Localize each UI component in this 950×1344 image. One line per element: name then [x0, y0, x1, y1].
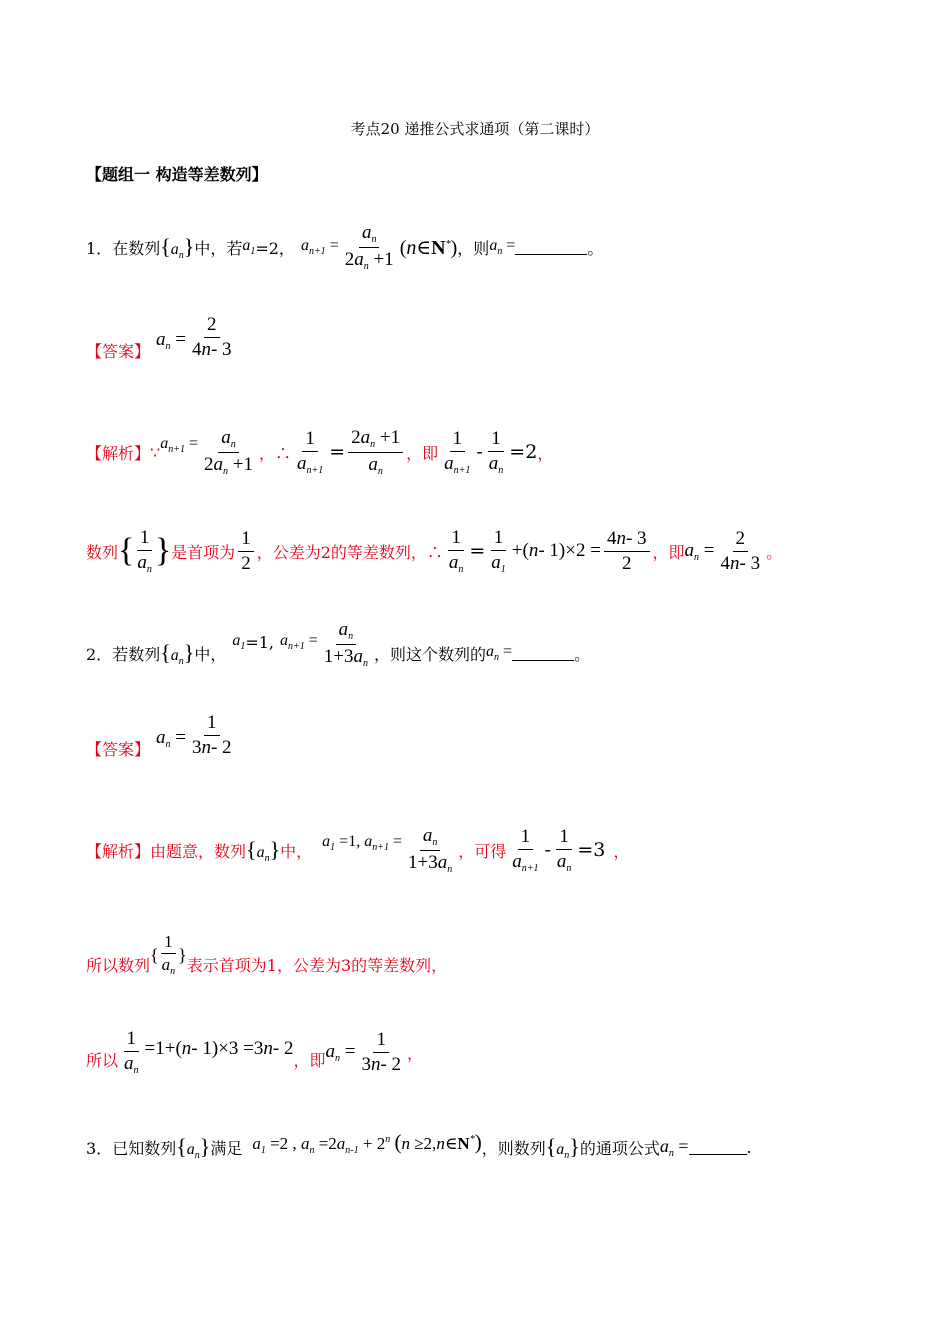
formula: $a_{n+1}$ =: [280, 632, 318, 652]
answer-blank[interactable]: [689, 1140, 747, 1155]
analysis-text: 表示首项为1，公差为3的等差数列，: [186, 955, 448, 975]
formula: $\frac{1}{a_{n+1}}$: [296, 427, 324, 476]
formula: $a_n$ =: [325, 1040, 356, 1064]
formula: $\frac{1}{a_n}$: [488, 427, 504, 476]
formula: $a_n$ =: [156, 726, 186, 750]
formula: $\frac{2}{4n- 3}$: [720, 527, 761, 574]
problem-text: 已知数列: [112, 1138, 177, 1158]
analysis-2-line2: [86, 930, 910, 980]
formula: }: [178, 944, 187, 965]
analysis-text: 是首项为: [171, 542, 236, 562]
formula: $\frac{1}{3n- 2}$: [361, 1028, 402, 1075]
answer-label: 【答案】: [86, 739, 151, 759]
group-heading: 【题组一 构造等差数列】: [86, 165, 268, 184]
sequence-symbol: $\{a_n\}$: [246, 836, 281, 864]
answer-blank[interactable]: [512, 646, 574, 661]
formula: }: [154, 532, 172, 569]
analysis-text: 中，: [280, 841, 313, 861]
formula: $a_{n+1}$ =: [160, 435, 198, 455]
formula: $a_n$ =: [684, 539, 715, 563]
page-title: 考点20 递推公式求通项（第二课时）: [350, 120, 600, 138]
formula: $a_n$ =: [156, 328, 186, 352]
problem-text: ，则: [457, 238, 490, 258]
analysis-label: 【解析】: [86, 841, 151, 861]
formula: =3: [577, 839, 606, 861]
formula: $\frac{1}{a_n}$: [124, 1027, 139, 1076]
formula: $\frac{1}{3n- 2}$: [191, 711, 232, 758]
analysis-text: ，即: [406, 443, 439, 463]
problem-text: 。: [574, 644, 591, 664]
problem-text: =2，: [255, 238, 295, 258]
formula: $\frac{2}{4n- 3}$: [191, 313, 232, 360]
formula: +(n- 1)×2 =: [511, 540, 601, 561]
formula: $a_1$: [242, 237, 256, 257]
formula: $\frac{4n- 3}{2}$: [604, 528, 650, 575]
formula: $a_1$: [232, 632, 246, 652]
problem-text: 在数列: [112, 238, 161, 258]
formula: $a_1 =2$ , $a_n =2a_{n-1} + 2^n$ (n ≥2,n∈N*): [252, 1130, 482, 1156]
problem-number: 1．: [86, 238, 113, 258]
formula: =: [469, 540, 486, 562]
formula: (n∈N*): [399, 236, 458, 259]
answer-blank[interactable]: [515, 240, 587, 255]
formula: $a_1 =1$, $a_{n+1}$ =: [322, 833, 402, 853]
analysis-text: 所以: [86, 1050, 119, 1070]
formula: $\frac{2a_n +1}{a_n}$: [348, 427, 403, 477]
analysis-text: 数列: [86, 542, 119, 562]
problem-3: [86, 1124, 910, 1170]
formula: -: [544, 839, 551, 861]
formula: -: [476, 441, 483, 463]
problem-text: =1,: [245, 632, 275, 652]
answer-2: [86, 711, 910, 776]
answer-label: 【答案】: [86, 341, 151, 361]
analysis-text: ，: [407, 1043, 424, 1063]
formula: $\frac{1}{a_{n+1}}$: [444, 427, 471, 476]
formula: $a_n$ =: [659, 1135, 689, 1159]
analysis-text: ，即: [293, 1050, 326, 1070]
formula: $\frac{1}{2}$: [238, 528, 254, 575]
analysis-text: ，公差为2的等差数列，∴: [256, 542, 443, 562]
analysis-text: ，∴: [258, 443, 291, 463]
formula: $a_{n+1}$ =: [300, 237, 339, 257]
formula: $\frac{a_n}{2a_n +1}$: [203, 427, 253, 477]
problem-text: 中，: [194, 644, 227, 664]
formula: $\frac{1}{a_1}$: [491, 526, 506, 575]
analysis-2-line3: [86, 1024, 910, 1080]
problem-text: .: [746, 1137, 752, 1157]
analysis-1-line1: [86, 424, 910, 480]
problem-text: 满足: [210, 1138, 243, 1158]
formula: =: [329, 441, 346, 463]
formula: =1+(n- 1)×3 =3n- 2: [144, 1038, 294, 1059]
problem-text: 中，若: [194, 238, 243, 258]
analysis-text: 所以数列: [86, 955, 151, 975]
formula: =2: [509, 441, 538, 463]
sequence-symbol: $\{a_n\}$: [545, 1133, 580, 1161]
analysis-text: ，可得: [458, 841, 507, 861]
formula: $\frac{1}{a_n}$: [161, 932, 176, 978]
formula: {: [150, 944, 159, 965]
formula: $a_n$ =: [486, 643, 513, 663]
problem-text: 若数列: [112, 644, 161, 664]
problem-text: 的通项公式: [579, 1138, 660, 1158]
problem-text: ，则数列: [481, 1138, 546, 1158]
problem-text: ，则这个数列的: [374, 644, 487, 664]
problem-1: [86, 222, 910, 272]
formula: $\frac{1}{a_n}$: [556, 825, 572, 874]
analysis-1-line2: [86, 520, 910, 582]
sequence-symbol: $\{a_n\}$: [160, 233, 195, 261]
formula: $\frac{a_n}{1+3a_n}$: [407, 825, 453, 875]
answer-1: [86, 313, 910, 378]
formula: $\frac{1}{a_n}$: [448, 526, 464, 575]
analysis-text: 由题意，数列: [150, 841, 247, 861]
problem-2: [86, 619, 910, 680]
problem-number: 2．: [86, 644, 113, 664]
analysis-text: ∵: [150, 442, 161, 462]
analysis-text: ，: [613, 841, 630, 861]
analysis-text: ，: [537, 443, 554, 463]
formula: $\frac{a_n}{1+3a_n}$: [323, 619, 369, 669]
formula: $\frac{1}{a_n}$: [137, 526, 152, 575]
analysis-text: 。: [766, 542, 783, 562]
sequence-symbol: $\{a_n\}$: [160, 639, 195, 667]
sequence-symbol: $\{a_n\}$: [176, 1133, 211, 1161]
analysis-2-line1: [86, 822, 910, 878]
formula: $\frac{a_n}{2a_n +1}$: [344, 222, 394, 272]
formula: {: [118, 532, 135, 569]
analysis-label: 【解析】: [86, 443, 151, 463]
analysis-text: ，即: [652, 542, 685, 562]
formula: $a_n$ =: [489, 237, 516, 257]
problem-text: 。: [587, 238, 604, 258]
problem-number: 3．: [86, 1138, 113, 1158]
formula: $\frac{1}{a_{n+1}}$: [512, 825, 539, 874]
